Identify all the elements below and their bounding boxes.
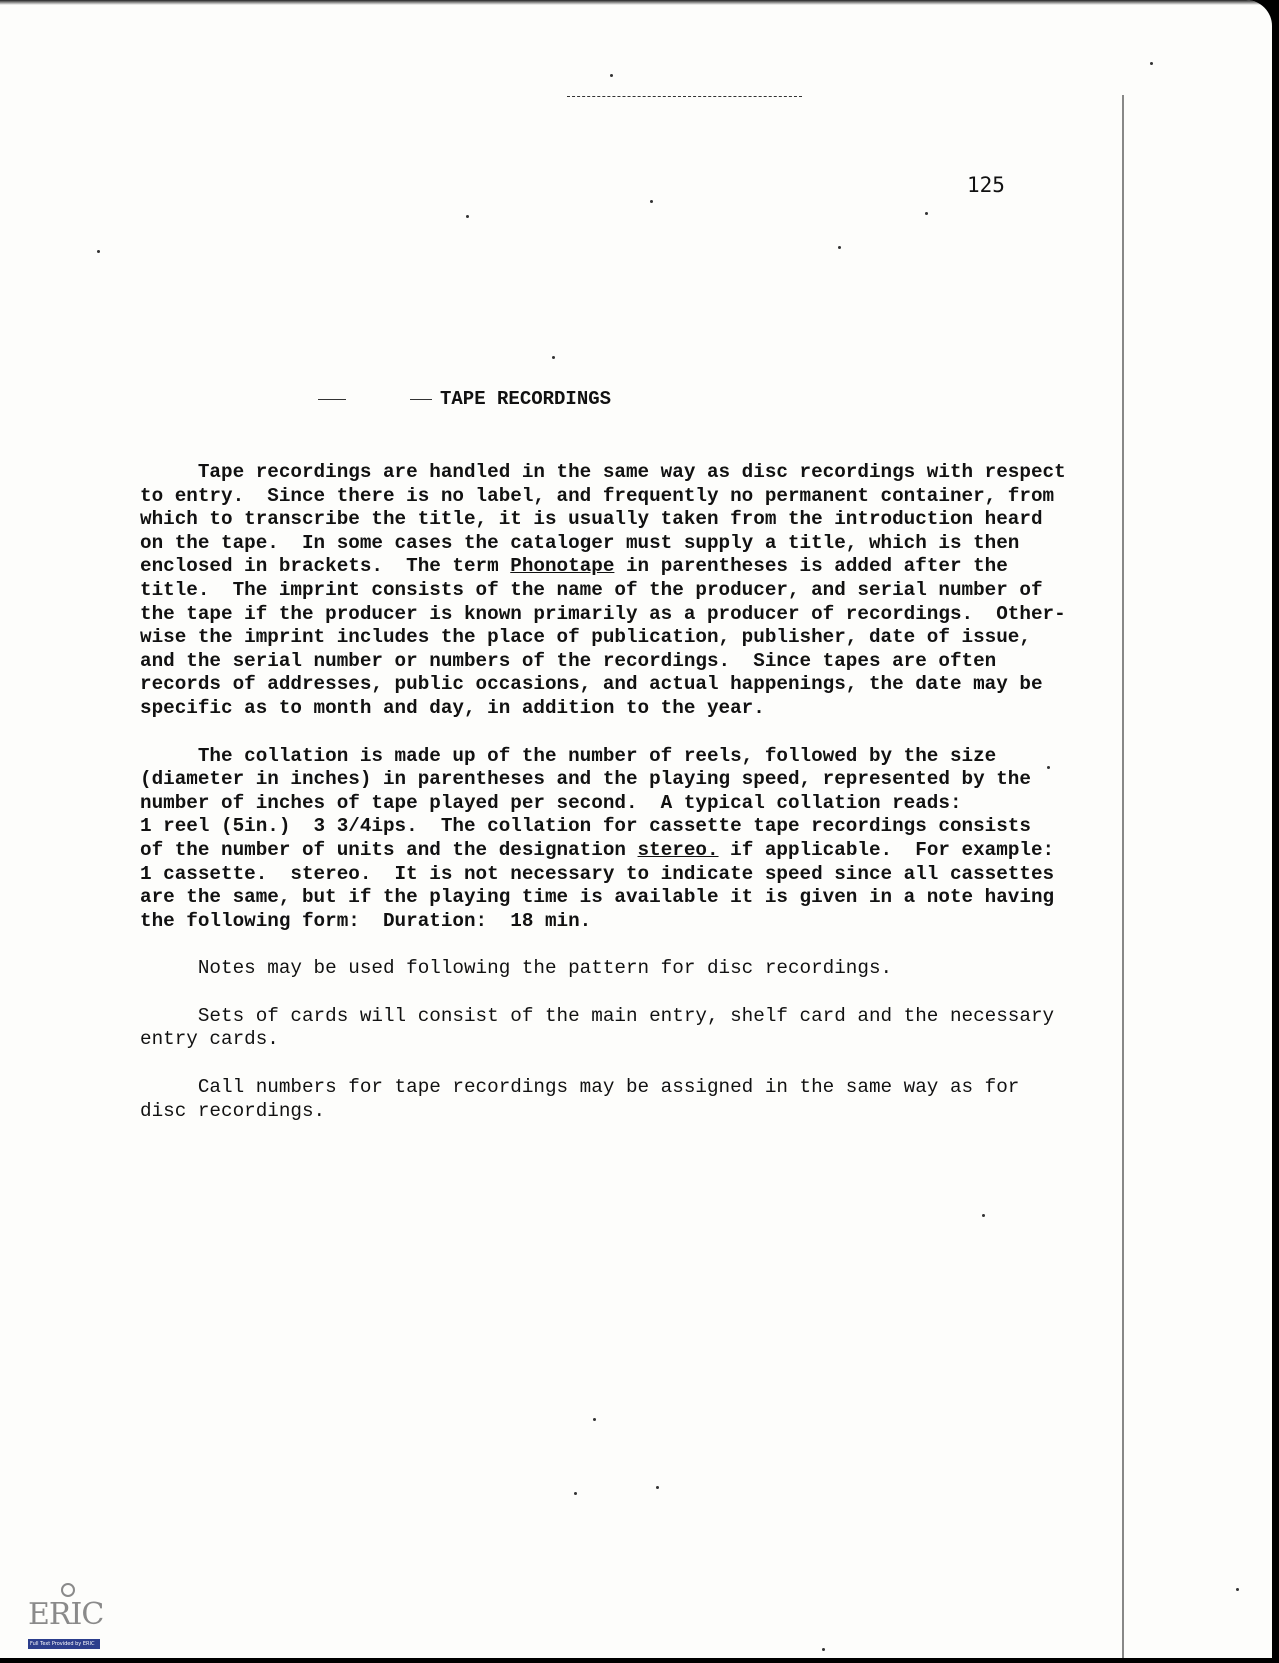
eric-logo-icon <box>61 1583 75 1597</box>
page-number: 125 <box>967 173 1005 197</box>
text-line: entry cards. <box>140 1028 279 1051</box>
text-line: title. The imprint consists of the name of the producer, and serial number of <box>140 578 1043 601</box>
section-title: TAPE RECORDINGS <box>440 388 612 410</box>
scan-speck <box>552 356 555 359</box>
scan-speck <box>97 250 100 253</box>
eric-logo-word: ERIC <box>28 1597 104 1632</box>
text-line: wise the imprint includes the place of publication, publisher, date of issue, <box>140 626 1031 649</box>
paragraph-entry <box>140 461 1070 721</box>
text-line: Call numbers for tape recordings may be assigned in the same way as for <box>140 1076 1020 1099</box>
document-body <box>140 461 1070 1147</box>
underlined-term: stereo. <box>637 838 719 861</box>
text-line: to entry. Since there is no label, and frequently no permanent container, from <box>140 484 1055 507</box>
eric-logo <box>28 1583 102 1653</box>
text-line: 1 cassette. stereo. It is not necessary to indicate speed since all cassettes <box>140 862 1055 885</box>
text-line: of the number of units and the designation <box>140 838 638 861</box>
scan-speck <box>822 1648 825 1651</box>
paragraph-call-numbers <box>140 1076 1070 1123</box>
text-line: the tape if the producer is known primarily as a producer of recordings. Other- <box>140 602 1066 625</box>
scan-speck <box>593 1418 596 1421</box>
text-line: specific as to month and day, in addition to the year. <box>140 696 765 719</box>
text-line: the following form: Duration: 18 min. <box>140 909 592 932</box>
paragraph-collation <box>140 745 1070 934</box>
scan-speck <box>574 1492 577 1495</box>
text-line: Tape recordings are handled in the same way as disc recordings with respect <box>140 461 1066 483</box>
text-line: and the serial number or numbers of the recordings. Since tapes are often <box>140 649 997 672</box>
text-line: are the same, but if the playing time is available it is given in a note having <box>140 886 1055 909</box>
top-dash-mark <box>567 96 802 97</box>
text-line: Notes may be used following the pattern for disc recordings. <box>140 957 893 980</box>
text-line: number of inches of tape played per second. A typical collation reads: <box>140 791 962 814</box>
scan-top-edge <box>0 0 1272 5</box>
scan-speck <box>1150 62 1153 65</box>
text-line: records of addresses, public occasions, and actual happenings, the date may be <box>140 673 1043 696</box>
heading-dash <box>318 399 346 400</box>
scan-speck <box>466 215 469 218</box>
text-line: in parentheses is added after the <box>614 555 1008 578</box>
text-line: which to transcribe the title, it is usually taken from the introduction heard <box>140 508 1043 531</box>
paragraph-cards <box>140 1005 1070 1052</box>
scan-speck <box>650 200 653 203</box>
text-line: (diameter in inches) in parentheses and the playing speed, represented by the <box>140 768 1031 791</box>
text-line: disc recordings. <box>140 1099 326 1122</box>
text-line: if applicable. For example: <box>718 838 1055 861</box>
heading-dash <box>410 399 432 400</box>
text-line: The collation is made up of the number of reels, followed by the size <box>140 744 997 767</box>
scan-speck <box>610 74 613 77</box>
section-heading <box>318 388 611 410</box>
right-margin-rule <box>1122 95 1124 1658</box>
text-line: on the tape. In some cases the cataloger must supply a title, which is then <box>140 531 1020 554</box>
scan-speck <box>838 246 841 249</box>
underlined-term: Phonotape <box>510 555 615 578</box>
scan-speck <box>656 1486 659 1489</box>
text-line: enclosed in brackets. The term <box>140 555 511 578</box>
scan-speck <box>1236 1588 1239 1591</box>
scan-speck <box>925 212 928 215</box>
eric-logo-tagline: Full Text Provided by ERIC <box>28 1639 100 1649</box>
paragraph-notes <box>140 957 1070 981</box>
text-line: 1 reel (5in.) 3 3/4ips. The collation for cassette tape recordings consists <box>140 815 1031 838</box>
scan-speck <box>982 1214 985 1217</box>
text-line: Sets of cards will consist of the main entry, shelf card and the necessary <box>140 1004 1055 1027</box>
